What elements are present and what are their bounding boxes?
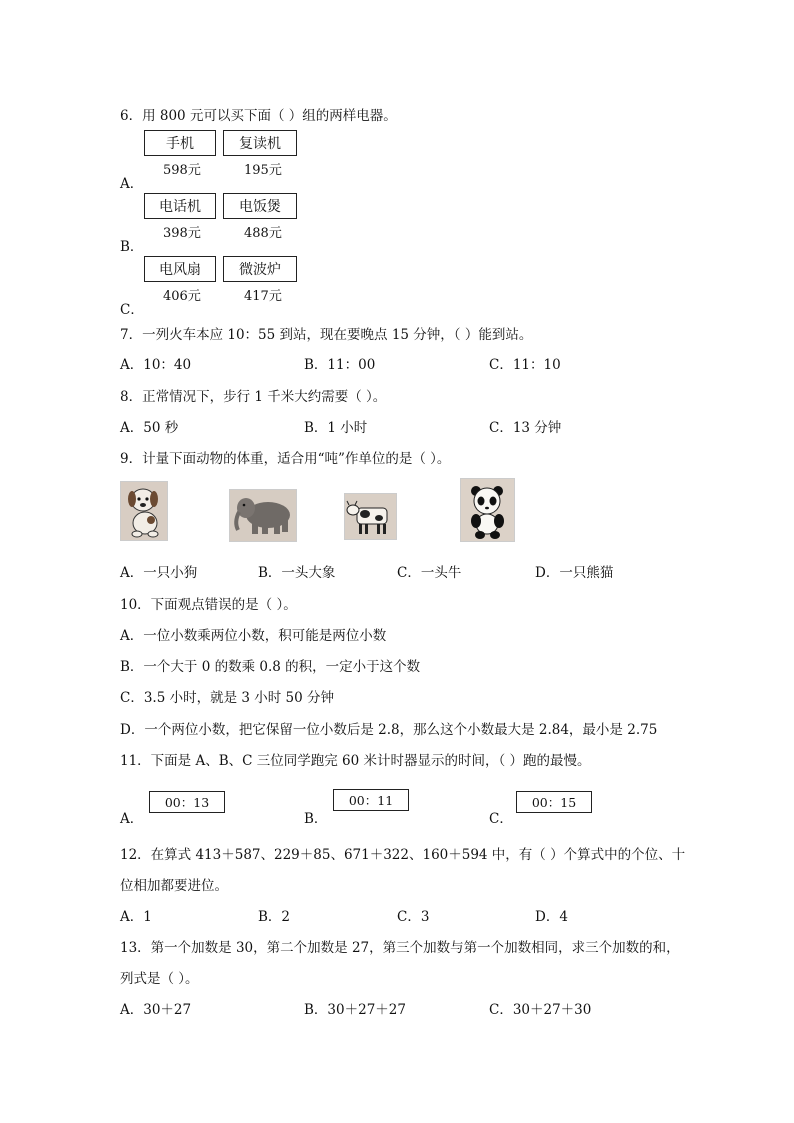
q6-b-item1-price: 398元 xyxy=(163,226,201,241)
q6-c-item2-price: 417元 xyxy=(244,289,282,304)
cow-icon xyxy=(345,494,396,539)
timer-display-b: 00：11 xyxy=(333,789,409,811)
dog-icon xyxy=(121,482,167,540)
q6-c-item1-box: 电风扇 xyxy=(144,256,216,282)
q11-option-b: B． xyxy=(304,811,328,827)
q6-b-item2-box: 电饭煲 xyxy=(223,193,297,219)
q9-option-d: D．一只熊猫 xyxy=(535,565,614,581)
q12-option-b: B．2 xyxy=(258,909,291,925)
q8-option-c: C．13 分钟 xyxy=(489,420,562,436)
q11-option-c: C． xyxy=(489,811,513,827)
q7-option-a: A．10：40 xyxy=(120,357,192,373)
timer-display-a: 00：13 xyxy=(149,791,225,813)
q6-a-item2-box: 复读机 xyxy=(223,130,297,156)
q9-option-b: B．一头大象 xyxy=(258,565,336,581)
q6-option-a: A． xyxy=(120,176,144,192)
q11-stem: 11．下面是 A、B、C 三位同学跑完 60 米计时器显示的时间，（ ）跑的最慢。 xyxy=(120,753,591,769)
q8-option-a: A．50 秒 xyxy=(120,420,179,436)
elephant-picture xyxy=(229,489,297,542)
q6-stem: 6．用 800 元可以买下面（ ）组的两样电器。 xyxy=(120,108,397,124)
q12-stem-line2: 位相加都要进位。 xyxy=(120,878,228,894)
q11-option-a: A． xyxy=(120,811,144,827)
q6-b-item1-box: 电话机 xyxy=(144,193,216,219)
q7-option-b: B．11：00 xyxy=(304,357,376,373)
q13-option-b: B．30＋27＋27 xyxy=(304,1002,406,1018)
q12-option-a: A．1 xyxy=(120,909,152,925)
dog-picture xyxy=(120,481,168,541)
q13-stem-line1: 13．第一个加数是 30，第二个加数是 27，第三个加数与第一个加数相同，求三个加数的和， xyxy=(120,940,680,956)
q9-stem: 9．计量下面动物的体重，适合用“吨”作单位的是（ ）。 xyxy=(120,451,451,467)
q10-option-b: B．一个大于 0 的数乘 0.8 的积，一定小于这个数 xyxy=(120,659,421,675)
q10-option-a: A．一位小数乘两位小数，积可能是两位小数 xyxy=(120,628,387,644)
q6-option-c: C． xyxy=(120,302,144,318)
q10-option-d: D．一个两位小数，把它保留一位小数后是 2.8，那么这个小数最大是 2.84，最小是 2.75 xyxy=(120,722,658,738)
q6-c-item2-box: 微波炉 xyxy=(223,256,297,282)
q9-option-c: C．一头牛 xyxy=(397,565,462,581)
panda-icon xyxy=(461,479,514,541)
q6-a-item2-price: 195元 xyxy=(244,163,282,178)
q7-stem: 7．一列火车本应 10：55 到站，现在要晚点 15 分钟，（ ）能到站。 xyxy=(120,327,533,343)
q12-option-c: C．3 xyxy=(397,909,430,925)
timer-display-c: 00：15 xyxy=(516,791,592,813)
q7-option-c: C．11：10 xyxy=(489,357,561,373)
q13-option-c: C．30＋27＋30 xyxy=(489,1002,592,1018)
panda-picture xyxy=(460,478,515,542)
q12-stem-line1: 12．在算式 413＋587、229＋85、671＋322、160＋594 中，有（ ）个算式中的个位、十 xyxy=(120,847,686,863)
q10-stem: 10．下面观点错误的是（ ）。 xyxy=(120,597,297,613)
elephant-icon xyxy=(230,490,296,541)
q12-option-d: D．4 xyxy=(535,909,568,925)
q13-stem-line2: 列式是（ ）。 xyxy=(120,971,199,987)
q6-c-item1-price: 406元 xyxy=(163,289,201,304)
cow-picture xyxy=(344,493,397,540)
q13-option-a: A．30＋27 xyxy=(120,1002,192,1018)
q10-option-c: C．3.5 小时，就是 3 小时 50 分钟 xyxy=(120,690,335,706)
q6-b-item2-price: 488元 xyxy=(244,226,282,241)
q9-option-a: A．一只小狗 xyxy=(120,565,198,581)
q8-stem: 8．正常情况下，步行 1 千米大约需要（ ）。 xyxy=(120,389,387,405)
q6-a-item1-price: 598元 xyxy=(163,163,201,178)
q6-a-item1-box: 手机 xyxy=(144,130,216,156)
q6-option-b: B． xyxy=(120,239,144,255)
q8-option-b: B．1 小时 xyxy=(304,420,368,436)
